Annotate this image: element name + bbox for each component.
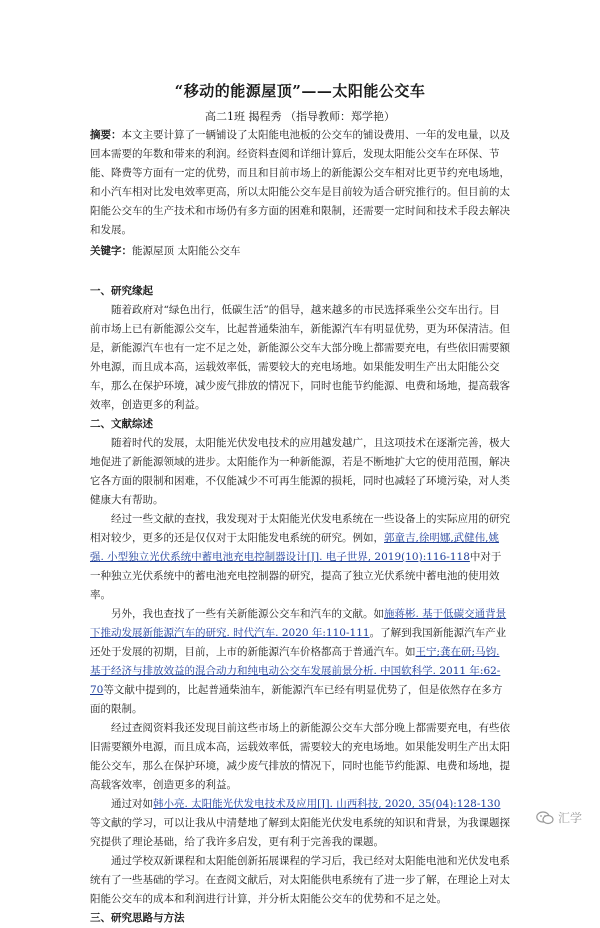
paragraph-text: 中对于一种独立光伏系统中的蓄电池充电控制器的研究，提高了独立光伏系统中蓄电池的使用效率。 [90, 551, 502, 601]
paragraph-text: 另外，我也查找了一些有关新能源公交车和汽车的文献。如 [111, 608, 384, 620]
section-heading: 一、研究缘起 [90, 285, 153, 297]
watermark [536, 809, 582, 826]
paragraph-text: 通过对如 [111, 798, 153, 810]
abstract-text: 本文主要计算了一辆铺设了太阳能电池板的公交车的铺设费用、一年的发电量，以及回本需要的年数和带来的利润。经资料查阅和详细计算后，发现太阳能公交车在环保、节能、降费等方面有一定的优势，而且和目前市场上的新能源公交车相对比更节约充电场地，和小汽车相对比发电效率更高，所以太阳能公交车是目前较为适合研究推行的。但目前的太阳能公交车的生产技术和市场仍有多方面的困难和限制，还需要一定时间和技术手段去解决和发展。 [90, 129, 510, 236]
paragraph-text: 等文献中提到的，比起普通柴油车，新能源汽车已经有明显优势了，但是依然存在多方面的限制。 [90, 684, 503, 715]
keywords-text: 能源屋顶 太阳能公交车 [132, 245, 241, 257]
paragraph-text: 等文献的学习，可以让我从中清楚地了解到太阳能光伏发电系统的知识和背景，为我课题探究提供了理论基础，给了我许多启发，更有利于完善我的课题。 [90, 817, 510, 848]
section-heading: 二、文献综述 [90, 418, 153, 430]
keywords-label: 关键字： [90, 245, 132, 257]
paper-title: “移动的能源屋顶”——太阳能公交车 [174, 82, 426, 100]
paragraph [90, 510, 510, 605]
reference-link[interactable]: 王宁;龚在研;马钧. 基于经济与排放效益的混合动力和纯电动公交车发展前景分析. 中国软科学. 2011 年:62-70 [90, 646, 501, 696]
paragraph-text: 。了解到我国新能源汽车产业还处于发展的初期，目前，上市的新能源汽车价格都高于普通汽车。如 [90, 627, 507, 658]
wechat-icon [536, 811, 554, 825]
abstract-label: 摘要： [90, 129, 122, 141]
paragraph: 经过查阅资料我还发现目前这些市场上的新能源公交车大部分晚上都需要充电，有些依旧需要额外电源，而且成本高，运载效率低，需要较大的充电场地。如果能发明生产出太阳能公交车，那么在保护环境，减少废气排放的情况下，同时也能节约能源、电费和场地，提高载客效率，创造更多的利益。 [90, 722, 510, 791]
section-heading: 三、研究思路与方法 [90, 912, 185, 924]
paragraph [90, 605, 510, 719]
paragraph-text: 经过一些文献的查找，我发现对于太阳能光伏发电系统在一些设备上的实际应用的研究相对较少，更多的还是仅仅对于太阳能发电系统的研究。例如， [90, 513, 510, 544]
section-research-origin [90, 282, 510, 928]
paragraph: 随着政府对“绿色出行，低碳生活”的倡导，越来越多的市民选择乘坐公交车出行。目前市场上已有新能源公交车，比起普通柴油车，新能源汽车有明显优势，更为环保清洁。但是，新能源汽车也有一定不足之处，新能源公交车大部分晚上都需要充电，有些依旧需要额外电源，而且成本高，运载效率低，需要较大的充电场地。如果能发明生产出太阳能公交车，那么在保护环境，减少废气排放的情况下，同时也能节约能源、电费和场地，提高载客效率，创造更多的利益。 [90, 304, 510, 411]
watermark-text: 汇学 [557, 811, 582, 825]
paragraph [90, 795, 510, 852]
paragraph: 通过学校双新课程和太阳能创新拓展课程的学习后，我已经对太阳能电池和光伏发电系统有了一些基础的学习。在查阅文献后，对太阳能供电系统有了进一步了解，在理论上对太阳能公交车的成本和利润进行计算，并分析太阳能公交车的优势和不足之处。 [90, 855, 510, 905]
paragraph: 随着时代的发展，太阳能光伏发电技术的应用越发越广，且这项技术在逐渐完善，极大地促进了新能源领域的进步。太阳能作为一种新能源，若是不断地扩大它的使用范围，解决它各方面的限制和困难，不仅能减少不可再生能源的损耗，同时也减轻了环境污染，对人类健康大有帮助。 [90, 437, 510, 506]
abstract-block [90, 126, 510, 261]
author-line: 高二1班 揭程秀 （指导教师：郑学艳） [205, 110, 395, 123]
reference-link[interactable]: 韩小亮. 太阳能光伏发电技术及应用[J]. 山西科技, 2020, 35(04):128-130 [153, 798, 501, 810]
reference-link[interactable]: 郭童吉,徐明娜,武健伟,姚强. 小型独立光伏系统中蓄电池充电控制器设计[J]. 电子世界, 2019(10):116-118 [90, 532, 500, 563]
reference-link[interactable]: 施蒋彬. 基于低碳交通背景下推动发展新能源汽车的研究. 时代汽车. 2020 年:110-111 [90, 608, 507, 639]
